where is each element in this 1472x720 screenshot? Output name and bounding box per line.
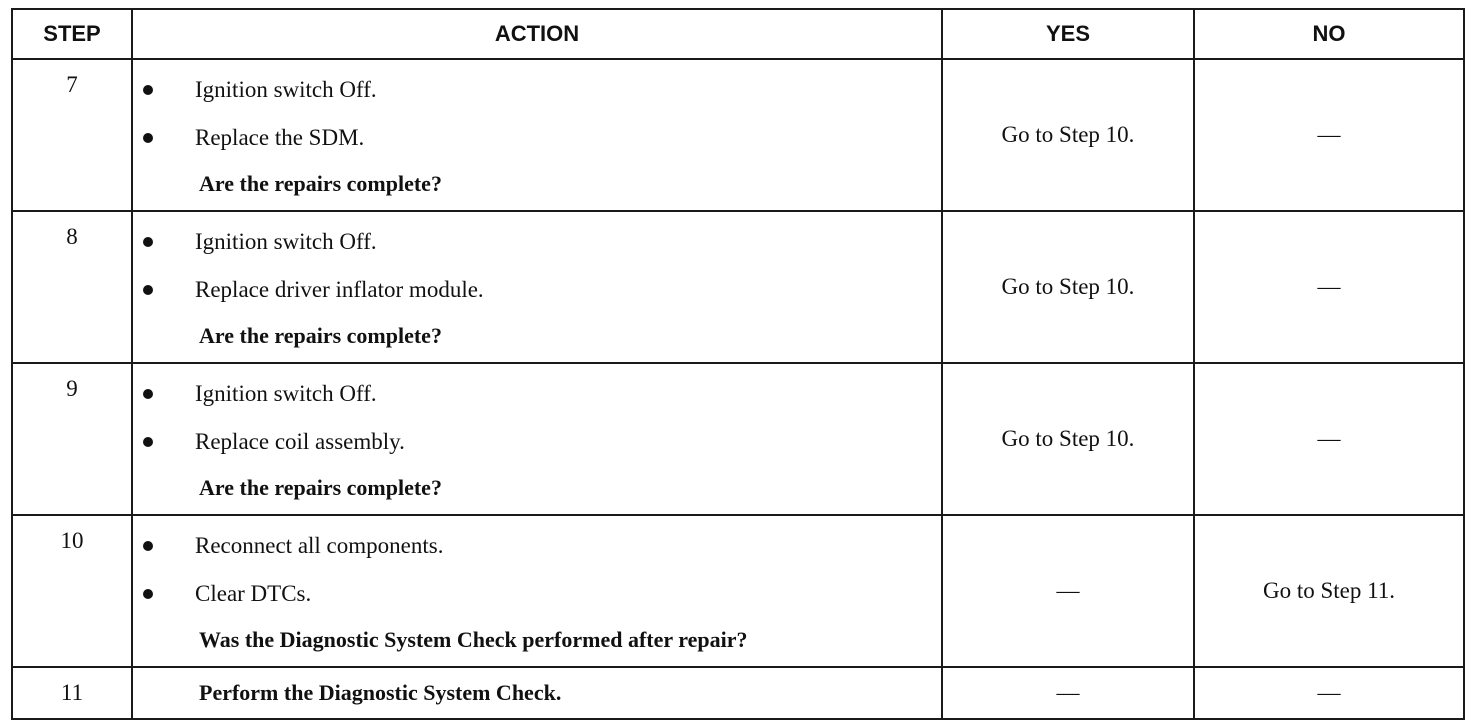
action-text: Reconnect all components. (195, 533, 444, 558)
action-question: Are the repairs complete? (199, 475, 442, 500)
step-number: 11 (12, 667, 132, 719)
action-cell (132, 515, 942, 667)
action-cell (132, 363, 942, 515)
action-item (133, 266, 941, 314)
action-item (133, 218, 941, 266)
diagnostic-steps-table (11, 8, 1465, 720)
action-item (133, 370, 941, 418)
header-row (12, 9, 1464, 59)
action-text: Ignition switch Off. (195, 381, 377, 406)
action-text: Replace driver inflator module. (195, 277, 484, 302)
no-result: — (1194, 211, 1464, 363)
action-question: Was the Diagnostic System Check performed after repair? (199, 627, 748, 652)
action-item (133, 114, 941, 162)
step-number: 8 (12, 211, 132, 363)
bullet-icon (143, 389, 153, 399)
bullet-icon (143, 541, 153, 551)
action-text: Replace coil assembly. (195, 429, 405, 454)
action-question: Are the repairs complete? (199, 171, 442, 196)
action-item (133, 66, 941, 114)
bullet-icon (143, 589, 153, 599)
action-text: Clear DTCs. (195, 581, 312, 606)
table-row (12, 363, 1464, 515)
yes-result: Go to Step 10. (942, 211, 1194, 363)
yes-result: — (942, 515, 1194, 667)
action-item (133, 522, 941, 570)
table-row (12, 59, 1464, 211)
bullet-icon (143, 237, 153, 247)
header-yes: YES (942, 9, 1194, 59)
bullet-icon (143, 285, 153, 295)
header-step: STEP (12, 9, 132, 59)
header-no: NO (1194, 9, 1464, 59)
action-text: Ignition switch Off. (195, 77, 377, 102)
table-row (12, 515, 1464, 667)
action-text: Perform the Diagnostic System Check. (199, 680, 562, 705)
table-row (12, 667, 1464, 719)
header-action: ACTION (132, 9, 942, 59)
yes-result: Go to Step 10. (942, 363, 1194, 515)
action-text: Replace the SDM. (195, 125, 365, 150)
no-result: — (1194, 667, 1464, 719)
step-number: 10 (12, 515, 132, 667)
bullet-icon (143, 437, 153, 447)
bullet-icon (143, 85, 153, 95)
action-item (133, 418, 941, 466)
yes-result: Go to Step 10. (942, 59, 1194, 211)
yes-result: — (942, 667, 1194, 719)
action-item (133, 570, 941, 618)
diagnostic-steps-table-container (11, 8, 1463, 710)
no-result: Go to Step 11. (1194, 515, 1464, 667)
action-question: Are the repairs complete? (199, 323, 442, 348)
no-result: — (1194, 363, 1464, 515)
no-result: — (1194, 59, 1464, 211)
step-number: 9 (12, 363, 132, 515)
bullet-icon (143, 133, 153, 143)
action-text: Ignition switch Off. (195, 229, 377, 254)
action-cell (132, 667, 942, 719)
table-row (12, 211, 1464, 363)
action-cell (132, 59, 942, 211)
step-number: 7 (12, 59, 132, 211)
action-cell (132, 211, 942, 363)
